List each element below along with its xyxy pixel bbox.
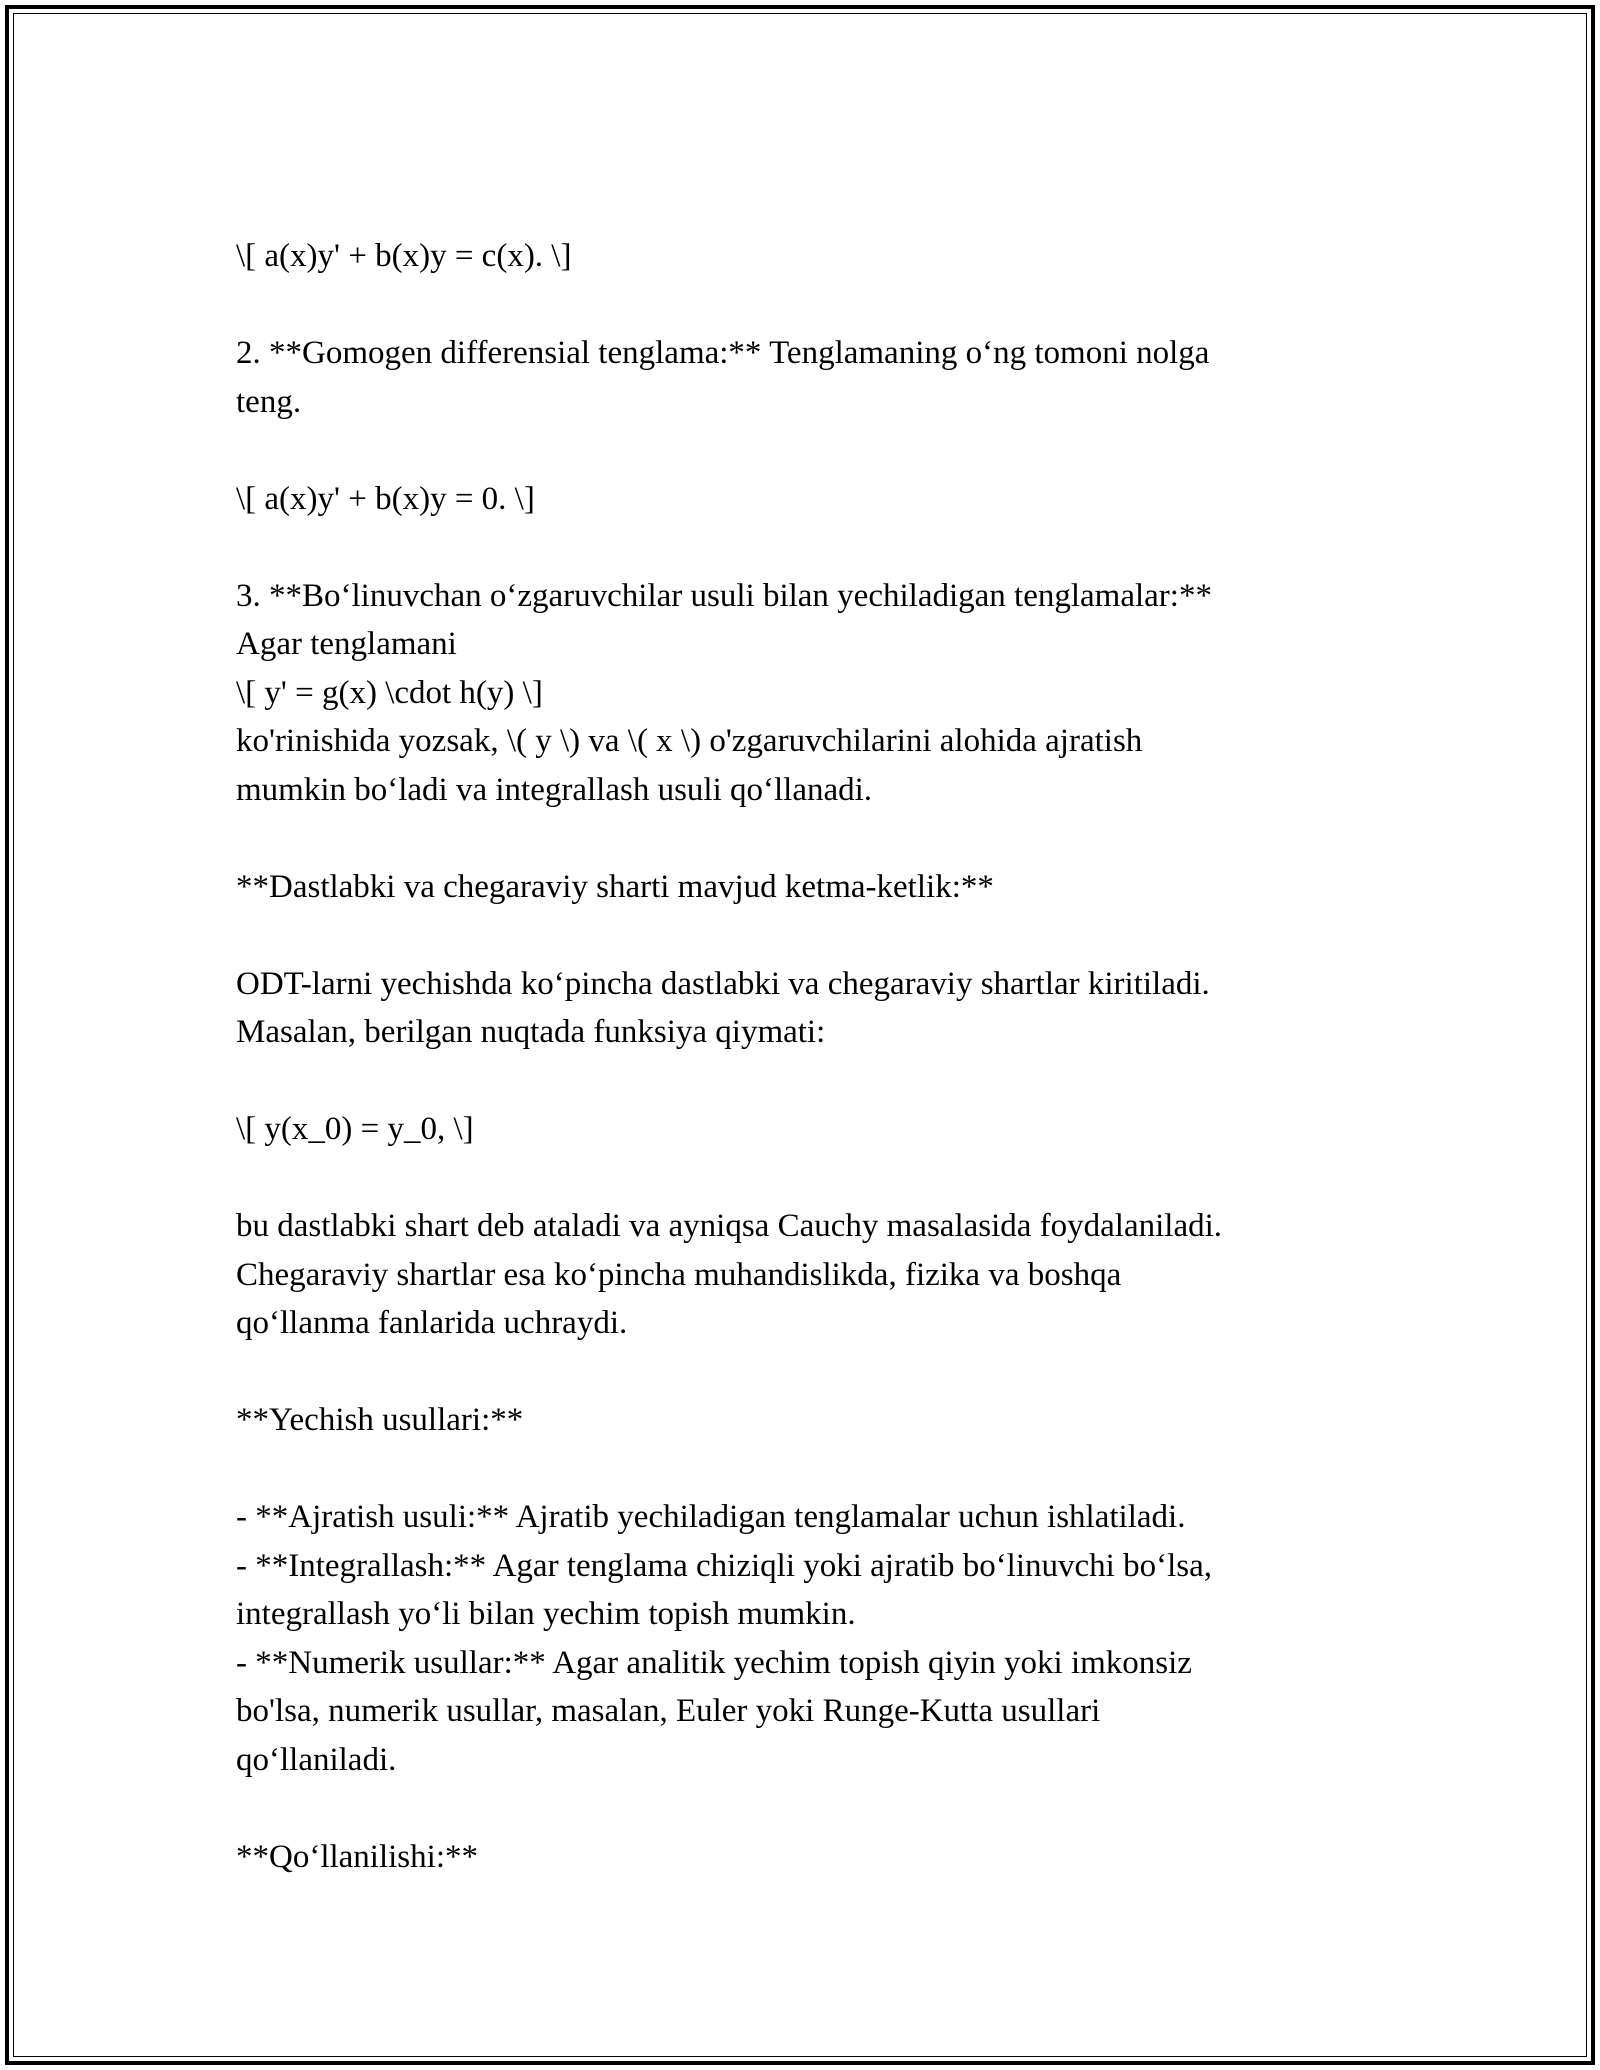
equation-initial-condition (236, 1105, 1366, 1154)
heading-applications (236, 1833, 1366, 1882)
text-line: \[ a(x)y' + b(x)y = 0. \] (236, 480, 535, 517)
text-line: teng. (236, 383, 302, 420)
heading-solution-methods (236, 1396, 1366, 1445)
paragraph-homogeneous-equation (236, 329, 1366, 426)
paragraph-cauchy-problem (236, 1202, 1366, 1348)
equation-homogeneous (236, 475, 1366, 524)
text-line: Agar tenglamani (236, 626, 457, 662)
text-line: ko'rinishida yozsak, \( y \) va \( x \) o'zgaruvchilarini alohida ajratish (236, 723, 1143, 759)
list-solution-methods (236, 1493, 1366, 1784)
text-line: \[ y(x_0) = y_0, \] (236, 1111, 474, 1147)
list-item: - **Integrallash:** Agar tenglama chiziqli yoki ajratib bo‘linuvchi bo‘lsa, (236, 1547, 1212, 1584)
equation-nonhomogeneous (236, 232, 1366, 281)
text-line: integrallash yo‘li bilan yechim topish mumkin. (236, 1596, 856, 1632)
text-line: ODT-larni yechishda ko‘pincha dastlabki va chegaraviy shartlar kiritiladi. (236, 965, 1210, 1002)
text-line: \[ a(x)y' + b(x)y = c(x). \] (236, 238, 572, 274)
text-line: Chegaraviy shartlar esa ko‘pincha muhandislikda, fizika va boshqa (236, 1256, 1122, 1293)
list-item: - **Ajratish usuli:** Ajratib yechiladigan tenglamalar uchun ishlatiladi. (236, 1499, 1186, 1535)
heading-initial-boundary-conditions (236, 863, 1366, 912)
text-line: \[ y' = g(x) \cdot h(y) \] (236, 674, 543, 711)
text-line: mumkin bo‘ladi va integrallash usuli qo‘llanadi. (236, 771, 873, 808)
text-line: 3. **Bo‘linuvchan o‘zgaruvchilar usuli bilan yechiladigan tenglamalar:** (236, 577, 1212, 614)
text-line: 2. **Gomogen differensial tenglama:** Tenglamaning o‘ng tomoni nolga (236, 335, 1210, 371)
paragraph-separable-equations (236, 572, 1366, 815)
text-line: **Yechish usullari:** (236, 1402, 524, 1438)
text-line: bo'lsa, numerik usullar, masalan, Euler yoki Runge-Kutta usullari (236, 1693, 1101, 1729)
text-line: Masalan, berilgan nuqtada funksiya qiymati: (236, 1014, 826, 1050)
list-item: - **Numerik usullar:** Agar analitik yechim topish qiyin yoki imkonsiz (236, 1644, 1192, 1681)
text-line: qo‘llaniladi. (236, 1741, 397, 1778)
document-body (236, 232, 1366, 1881)
text-line: qo‘llanma fanlarida uchraydi. (236, 1305, 628, 1341)
text-line: bu dastlabki shart deb ataladi va ayniqsa Cauchy masalasida foydalaniladi. (236, 1208, 1223, 1244)
paragraph-initial-boundary-conditions (236, 960, 1366, 1057)
text-line: **Dastlabki va chegaraviy sharti mavjud ketma-ketlik:** (236, 868, 994, 905)
text-line: **Qo‘llanilishi:** (236, 1838, 478, 1875)
